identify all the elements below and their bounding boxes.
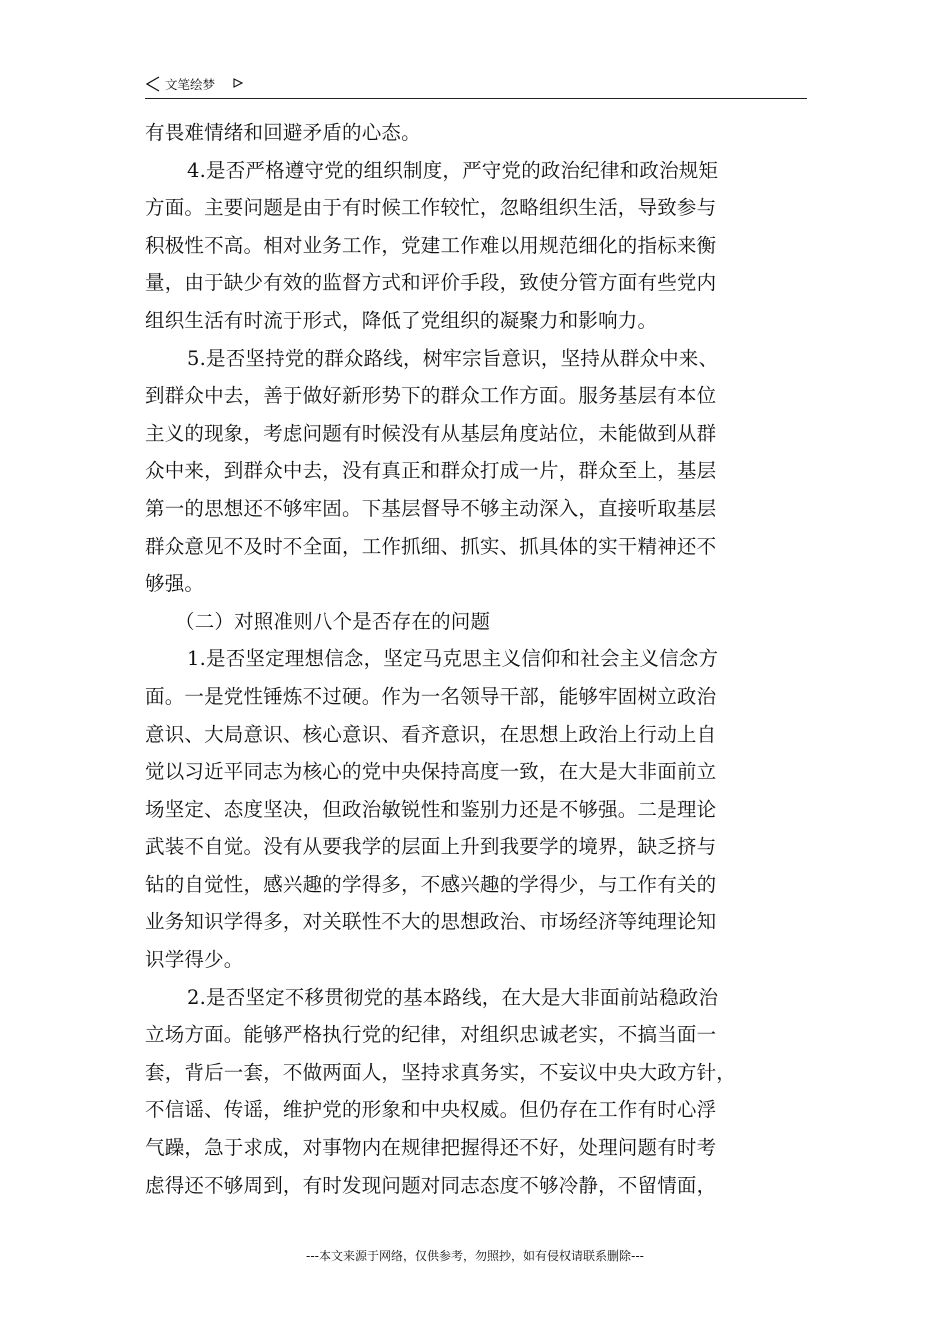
text-line: 众中来，到群众中去，没有真正和群众打成一片，群众至上，基层	[145, 459, 717, 483]
text-line: 有畏难情绪和回避矛盾的心态。	[145, 121, 421, 144]
text-line: 觉以习近平同志为核心的党中央保持高度一致，在大是大非面前立	[145, 760, 717, 784]
text-line: 虑得还不够周到，有时发现问题对同志态度不够冷静，不留情面，	[145, 1173, 717, 1197]
text-line: 立场方面。能够严格执行党的纪律，对组织忠诚老实，不搞当面一	[145, 1023, 717, 1047]
text-line: 武装不自觉。没有从要我学的层面上升到我要学的境界，缺乏挤与	[145, 835, 717, 859]
text-line: 2.是否坚定不移贯彻党的基本路线，在大是大非面前站稳政治	[187, 985, 719, 1009]
right-triangle-icon	[233, 78, 243, 88]
text-line: 钻的自觉性，感兴趣的学得多，不感兴趣的学得少，与工作有关的	[145, 872, 717, 896]
text-line: 方面。主要问题是由于有时候工作较忙，忽略组织生活，导致参与	[145, 196, 717, 220]
left-triangle-icon	[145, 76, 161, 92]
text-line: 积极性不高。相对业务工作，党建工作难以用规范细化的指标来衡	[145, 233, 717, 257]
text-line: 够强。	[145, 572, 205, 596]
text-line: 到群众中去，善于做好新形势下的群众工作方面。服务基层有本位	[145, 384, 717, 408]
text-line: 意识、大局意识、核心意识、看齐意识，在思想上政治上行动上自	[145, 722, 717, 746]
text-line: 套，背后一套，不做两面人，坚持求真务实，不妄议中央大政方针，	[145, 1060, 737, 1084]
page-header	[145, 74, 807, 99]
text-line: 组织生活有时流于形式，降低了党组织的凝聚力和影响力。	[145, 308, 658, 332]
text-line: 不信谣、传谣，维护党的形象和中央权威。但仍存在工作有时心浮	[145, 1098, 717, 1122]
text-line: （二）对照准则八个是否存在的问题	[175, 609, 491, 633]
text-line: 面。一是党性锤炼不过硬。作为一名领导干部，能够牢固树立政治	[145, 684, 717, 708]
text-line: 识学得少。	[145, 948, 244, 972]
text-line: 5.是否坚持党的群众路线，树牢宗旨意识，坚持从群众中来、	[187, 346, 719, 370]
text-line: 1.是否坚定理想信念，坚定马克思主义信仰和社会主义信念方	[187, 647, 719, 671]
text-line: 气躁，急于求成，对事物内在规律把握得还不好，处理问题有时考	[145, 1136, 717, 1160]
footer-disclaimer: ---本文来源于网络，仅供参考，勿照抄，如有侵权请联系删除---	[306, 1249, 644, 1263]
text-line: 场坚定、态度坚决，但政治敏锐性和鉴别力还是不够强。二是理论	[145, 797, 717, 821]
text-line: 4.是否严格遵守党的组织制度，严守党的政治纪律和政治规矩	[187, 158, 719, 182]
header-title: 文笔绘梦	[165, 77, 216, 92]
text-line: 量，由于缺少有效的监督方式和评价手段，致使分管方面有些党内	[145, 271, 717, 295]
text-line: 第一的思想还不够牢固。下基层督导不够主动深入，直接听取基层	[145, 496, 717, 520]
text-line: 业务知识学得多，对关联性不大的思想政治、市场经济等纯理论知	[145, 910, 717, 934]
text-line: 主义的现象，考虑问题有时候没有从基层角度站位，未能做到从群	[145, 421, 717, 445]
text-line: 群众意见不及时不全面，工作抓细、抓实、抓具体的实干精神还不	[145, 534, 717, 558]
document-body	[145, 114, 810, 1204]
